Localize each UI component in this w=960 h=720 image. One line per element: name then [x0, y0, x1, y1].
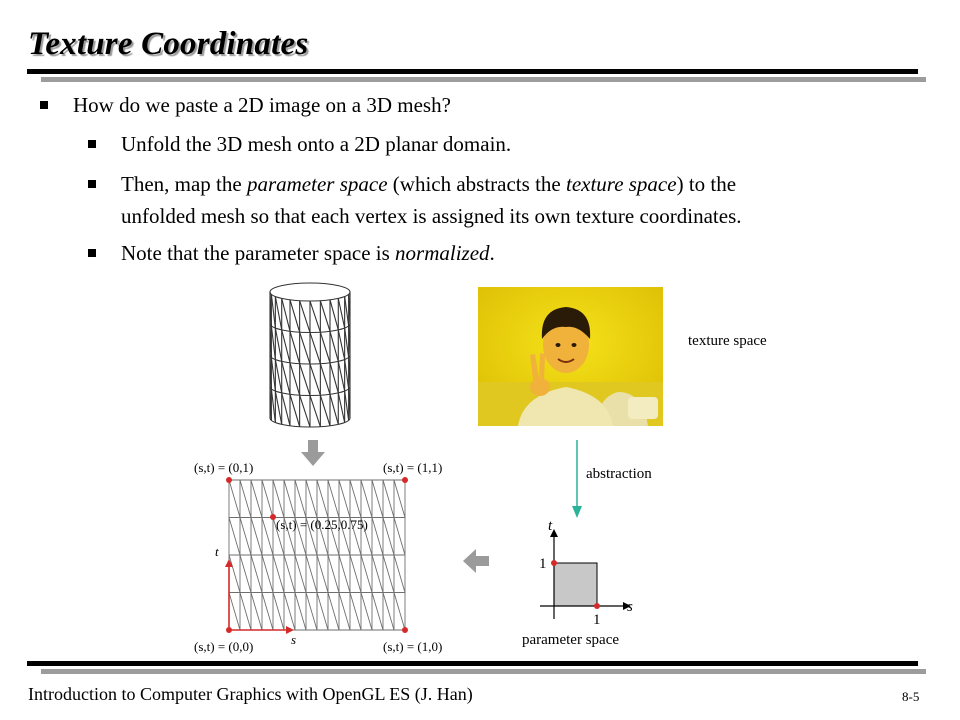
- mesh-edge: [328, 480, 339, 518]
- mesh-edge: [383, 593, 394, 631]
- bullet-marker-square: [88, 180, 96, 188]
- coord-bottom-right: (s,t) = (1,0): [383, 639, 443, 654]
- mesh-edge: [262, 480, 273, 518]
- mesh-edge: [310, 301, 320, 332]
- mesh-edge: [275, 391, 281, 424]
- mesh-edge: [240, 518, 251, 556]
- mesh-edge: [271, 294, 275, 328]
- mesh-edge: [317, 555, 328, 593]
- unfolded-mesh: [190, 455, 455, 660]
- coord-middle: (s,t) = (0.25,0.75): [276, 517, 368, 532]
- mesh-edge: [350, 593, 361, 631]
- mesh-edge: [339, 480, 350, 518]
- mesh-edge: [338, 330, 344, 360]
- mesh-edge: [290, 363, 300, 395]
- bullet-main: How do we paste a 2D image on a 3D mesh?: [73, 93, 451, 117]
- mesh-edge: [320, 301, 330, 332]
- mesh-edge: [372, 518, 383, 556]
- mesh-edge: [284, 480, 295, 518]
- bullet-sub-map-continued: unfolded mesh so that each vertex is assigned its own texture coordinates.: [121, 204, 742, 228]
- abstraction-label: abstraction: [586, 466, 652, 482]
- mesh-edge: [284, 555, 295, 593]
- mesh-edge: [300, 395, 310, 427]
- corner-point: [226, 627, 232, 633]
- title-rule-gray: [41, 77, 926, 82]
- bullet-sub-normalized: [121, 238, 495, 268]
- mesh-edge: [240, 480, 251, 518]
- mesh-edge: [271, 389, 275, 423]
- texture-photo: [478, 287, 663, 426]
- abstraction-arrow: [570, 440, 584, 520]
- mesh-edge: [330, 363, 338, 393]
- bullet-sub-unfold: Unfold the 3D mesh onto a 2D planar domain.: [121, 132, 512, 156]
- mesh-edge: [240, 593, 251, 631]
- corner-point: [402, 477, 408, 483]
- mesh-edge: [229, 518, 240, 556]
- mesh-edge: [394, 480, 405, 518]
- footer-rule-black: [27, 661, 918, 666]
- mesh-edge: [338, 361, 344, 391]
- mesh-edge: [320, 332, 330, 363]
- mesh-edge: [306, 555, 317, 593]
- mesh-edge: [284, 593, 295, 631]
- mesh-edge: [271, 326, 275, 360]
- mesh-edge: [251, 593, 262, 631]
- mesh-edge: [290, 300, 300, 332]
- mesh-edge: [275, 360, 281, 393]
- mesh-edge: [282, 298, 290, 331]
- bullet-emphasis: texture space: [565, 172, 677, 196]
- mesh-edge: [273, 593, 284, 631]
- mesh-edge: [271, 357, 275, 391]
- mesh-t-label: t: [215, 544, 219, 559]
- mesh-edge: [350, 555, 361, 593]
- mesh-edge: [251, 555, 262, 593]
- mesh-edge: [262, 555, 273, 593]
- mesh-edge: [338, 298, 344, 328]
- mesh-edge: [345, 328, 349, 357]
- mesh-edge: [275, 297, 281, 330]
- mesh-edge: [300, 364, 310, 396]
- bullet-sub-map: [121, 169, 736, 199]
- mesh-edge: [290, 331, 300, 363]
- bullet-marker-square: [40, 101, 48, 109]
- mesh-edge: [295, 593, 306, 631]
- mesh-edge: [345, 360, 349, 389]
- bullet-marker-square: [88, 140, 96, 148]
- mesh-edge: [300, 301, 310, 333]
- texture-space-label: texture space: [688, 333, 767, 349]
- mesh-edge: [295, 480, 306, 518]
- bullet-text: ) to the: [676, 172, 737, 196]
- mesh-edge: [320, 364, 330, 395]
- mesh-edge: [383, 480, 394, 518]
- mesh-edge: [273, 555, 284, 593]
- mesh-edge: [383, 555, 394, 593]
- bullet-text: Then, map the: [121, 172, 247, 196]
- mesh-edge: [372, 480, 383, 518]
- mesh-edge: [275, 328, 281, 361]
- page-number: 8-5: [902, 689, 920, 704]
- param-t-label: t: [548, 518, 553, 534]
- mesh-edge: [330, 300, 338, 330]
- corner-point: [402, 627, 408, 633]
- mesh-edge: [330, 394, 338, 424]
- mesh-edge: [372, 555, 383, 593]
- coord-top-right: (s,t) = (1,1): [383, 460, 443, 475]
- mesh-edge: [317, 480, 328, 518]
- footer-text: Introduction to Computer Graphics with OpenGL ES (J. Han): [28, 684, 473, 704]
- coord-bottom-left: (s,t) = (0,0): [194, 639, 254, 654]
- mesh-edge: [310, 396, 320, 427]
- mesh-edge: [361, 480, 372, 518]
- mesh-edge: [282, 393, 290, 426]
- parameter-space-label: parameter space: [522, 632, 620, 648]
- bullet-text: Note that the parameter space is: [121, 241, 396, 265]
- mesh-edge: [229, 555, 240, 593]
- mesh-s-label: s: [291, 632, 297, 647]
- mesh-edge: [295, 555, 306, 593]
- param-tick-s: 1: [593, 612, 601, 628]
- mesh-edge: [310, 364, 320, 395]
- bullet-text: .: [489, 241, 495, 265]
- mesh-edge: [330, 331, 338, 361]
- bullet-emphasis: normalized: [395, 241, 490, 265]
- mesh-edge: [394, 555, 405, 593]
- slide-title: Texture Coordinates: [28, 26, 309, 62]
- bullet-text: (which abstracts the: [387, 172, 566, 196]
- bullet-emphasis: parameter space: [246, 172, 388, 196]
- bullet-marker-square: [88, 249, 96, 257]
- mesh-edge: [282, 330, 290, 363]
- cylinder-mesh: [262, 278, 358, 438]
- mesh-edge: [383, 518, 394, 556]
- mesh-edge: [300, 332, 310, 364]
- mesh-edge: [361, 555, 372, 593]
- mesh-edge: [338, 393, 344, 423]
- mesh-edge: [262, 593, 273, 631]
- mesh-edge: [282, 361, 290, 394]
- mesh-edge: [306, 480, 317, 518]
- mesh-edge: [350, 480, 361, 518]
- mesh-edge: [290, 394, 300, 426]
- mesh-edge: [251, 480, 262, 518]
- mesh-edge: [394, 518, 405, 556]
- coord-top-left: (s,t) = (0,1): [194, 460, 254, 475]
- mesh-edge: [262, 518, 273, 556]
- mesh-edge: [317, 593, 328, 631]
- mesh-edge: [229, 480, 240, 518]
- left-arrow-icon: [462, 548, 490, 574]
- mesh-edge: [339, 593, 350, 631]
- mesh-edge: [339, 555, 350, 593]
- mesh-edge: [251, 518, 262, 556]
- param-s-label: s: [627, 599, 633, 615]
- mesh-edge: [320, 395, 330, 426]
- mesh-edge: [372, 593, 383, 631]
- mesh-edge: [240, 555, 251, 593]
- mesh-edge: [229, 593, 240, 631]
- mesh-edge: [328, 555, 339, 593]
- footer-rule-gray: [41, 669, 926, 674]
- mesh-edge: [394, 593, 405, 631]
- mesh-edge: [306, 593, 317, 631]
- title-rule-black: [27, 69, 918, 74]
- param-tick-t: 1: [539, 556, 547, 572]
- mesh-edge: [345, 391, 349, 420]
- mesh-edge: [328, 593, 339, 631]
- corner-point: [226, 477, 232, 483]
- mesh-edge: [273, 480, 284, 518]
- mesh-edge: [345, 297, 349, 326]
- mesh-edge: [361, 593, 372, 631]
- mesh-edge: [310, 333, 320, 364]
